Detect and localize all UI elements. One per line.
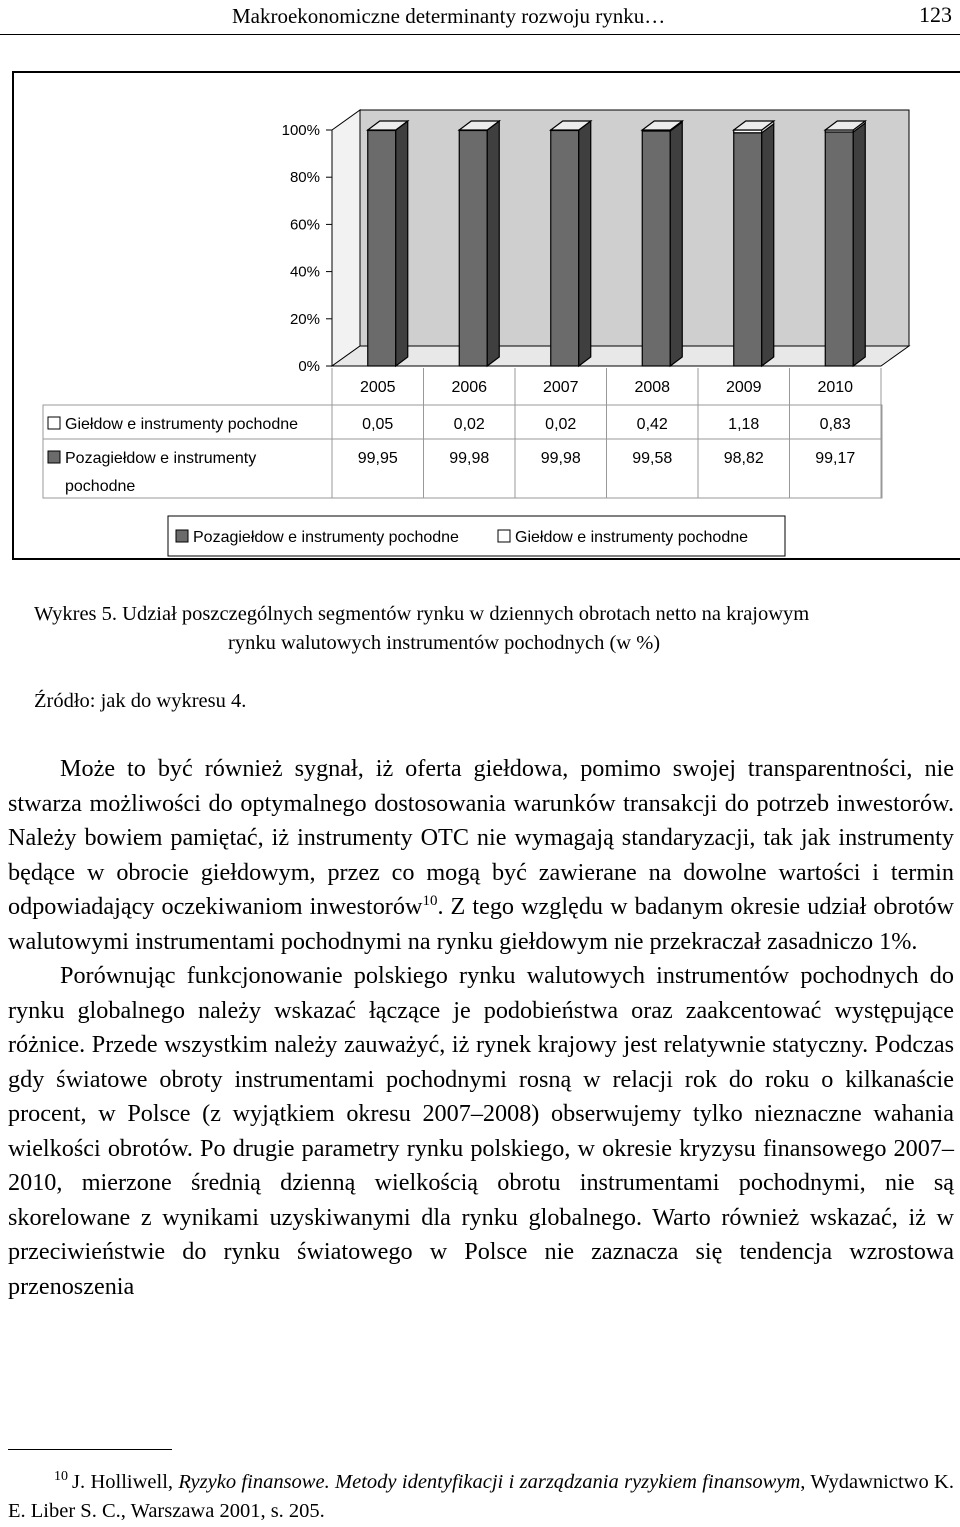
y-tick-label: 20% (289, 310, 320, 328)
row-key-otc (48, 451, 60, 463)
bar-otc-2008 (642, 131, 670, 366)
legend-label-otc: Pozagiełdow e instrumenty pochodne (193, 529, 459, 546)
x-tick-label: 2010 (817, 379, 854, 396)
x-tick-label: 2009 (725, 379, 762, 396)
data-label-otc: 99,98 (540, 450, 581, 467)
x-tick-label: 2006 (451, 379, 488, 396)
data-label-exchange: 0,02 (545, 416, 577, 433)
bar-otc-side-2007 (579, 121, 591, 366)
bar-otc-2010 (825, 132, 853, 366)
bar-otc-2009 (734, 133, 762, 366)
page-header (0, 0, 960, 36)
plot-floor (332, 346, 909, 366)
y-tick-label: 60% (289, 216, 320, 234)
header-rule (0, 34, 960, 35)
footnote (8, 1468, 954, 1526)
footnote-mark: 10 (54, 1469, 68, 1484)
data-label-otc: 99,17 (815, 450, 856, 467)
footnote-title: Ryzyko finansowe. Metody identyfikacji i zarządzania ryzykiem finansowym (178, 1471, 801, 1493)
data-label-otc: 99,95 (357, 450, 398, 467)
row-label-otc-cont: pochodne (65, 478, 136, 495)
running-title: Makroekonomiczne determinanty rozwoju rynku… (232, 4, 666, 28)
legend-key-exchange (498, 530, 510, 542)
data-label-exchange: 0,83 (819, 416, 851, 433)
paragraph-2: Porównując funkcjonowanie polskiego rynku walutowych instrumentów pochodnych do rynku globalnego należy wskazać łączące je podobieństwa oraz zaakcentować występujące różnice. Przede wszystkim należy zauważyć, iż rynek krajowy jest relatywnie statyczny. Podczas gdy światowe obroty instrumentami pochodnymi rosną w relacji rok do roku o kilkanaście procent, w Polsce (z wyjątkiem okresu 2007–2008) obserwujemy tylko nieznaczne wahania wielkości obrotów. Po drugie parametry rynku polskiego, w okresie kryzysu finansowego 2007–2010, mierzone średnią dzienną wielkością obrotu instrumentami pochodnymi, nie są skorelowane z wynikami uzyskiwanymi dla rynku globalnego. Warto również wskazać, iż w przeciwieństwie do rynku światowego w Polsce nie zaznacza się tendencja wzrostowa przenoszenia (8, 962, 954, 1300)
y-tick-label: 40% (289, 263, 320, 281)
data-label-otc: 99,98 (449, 450, 490, 467)
bar-otc-side-2008 (670, 122, 682, 366)
data-label-otc: 98,82 (723, 450, 764, 467)
y-tick-label: 80% (289, 169, 320, 187)
y-tick-label: 100% (281, 122, 320, 139)
bar-otc-side-2006 (487, 121, 499, 366)
paragraph-1-part-a: Może to być również sygnał, iż oferta giełdowa, pomimo swojej transparentności, nie stwarza możliwości do optymalnego dostosowania warunków transakcji do potrzeb inwestorów. Należy bowiem pamiętać, iż instrumenty OTC nie wymagają standaryzacji, tak jak instrumenty będące w obrocie giełdowym, przez co mogą być zawierane na dowolne wartości i termin odpowiadający oczekiwaniom inwestorów (8, 755, 954, 920)
stacked-bar-chart (14, 73, 960, 562)
bar-otc-2006 (459, 130, 487, 366)
caption-line-2: rynku walutowych instrumentów pochodnych (w %) (228, 632, 661, 654)
data-label-otc: 99,58 (632, 450, 673, 467)
footnote-reference: 10 (422, 893, 438, 909)
caption-line-1: Wykres 5. Udział poszczególnych segmentów rynku w dziennych obrotach netto na krajowym (34, 603, 810, 625)
bar-otc-side-2010 (853, 123, 865, 366)
footnote-author: J. Holliwell, (72, 1471, 179, 1493)
x-tick-label: 2005 (359, 379, 396, 396)
body-text (8, 752, 954, 1304)
figure-source: Źródło: jak do wykresu 4. (34, 690, 247, 712)
bar-otc-side-2005 (396, 121, 408, 366)
chart-frame (12, 71, 960, 560)
paragraph-1-part-b: . Z tego względu w badanym okresie udział obrotów walutowymi instrumentami pochodnymi na rynku giełdowym nie przekraczał zasadniczo 1%. (8, 893, 954, 955)
footnote-rest: , Wydawnictwo K. E. Liber S. C., Warszawa 2001, s. 205. (8, 1471, 954, 1522)
paragraph-1 (8, 752, 954, 959)
bar-otc-2005 (368, 130, 396, 366)
data-label-exchange: 0,05 (362, 416, 394, 433)
bar-otc-side-2009 (762, 124, 774, 366)
legend-key-otc (176, 530, 188, 542)
data-label-exchange: 1,18 (728, 416, 760, 433)
row-label-exchange: Giełdow e instrumenty pochodne (65, 416, 299, 433)
bar-otc-2007 (551, 130, 579, 366)
data-label-exchange: 0,02 (453, 416, 485, 433)
data-label-exchange: 0,42 (636, 416, 668, 433)
legend-label-exchange: Giełdow e instrumenty pochodne (515, 529, 749, 546)
x-tick-label: 2007 (542, 379, 579, 396)
y-tick-label: 0% (298, 358, 320, 375)
row-key-exchange (48, 417, 60, 429)
footnote-rule (8, 1449, 172, 1450)
plot-side-wall (332, 110, 360, 366)
page-number: 123 (919, 2, 952, 27)
row-label-otc: Pozagiełdow e instrumenty (65, 450, 257, 467)
x-tick-label: 2008 (634, 379, 671, 396)
